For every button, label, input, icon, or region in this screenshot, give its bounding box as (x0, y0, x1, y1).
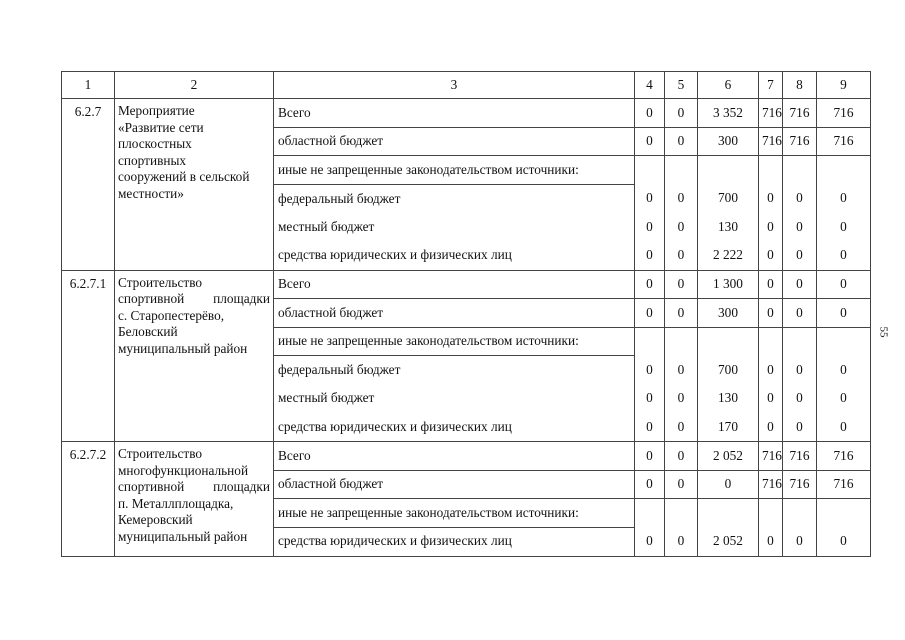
value-col-8: 0 (783, 213, 817, 242)
value-col-7: 0 (759, 413, 783, 442)
item-name-line: Кемеровский (118, 512, 193, 528)
value-col-7 (759, 156, 783, 185)
source-label: федеральный бюджет (274, 356, 635, 385)
source-label: Всего (274, 99, 635, 128)
item-name-line: местности» (118, 185, 184, 201)
item-name (115, 270, 274, 442)
header-cell-5: 5 (665, 72, 698, 99)
value-col-9: 716 (817, 442, 871, 471)
value-col-6: 130 (698, 384, 759, 413)
value-col-8: 0 (783, 184, 817, 213)
value-col-6: 700 (698, 184, 759, 213)
page-number: 55 (877, 326, 890, 338)
value-col-4: 0 (635, 470, 665, 499)
item-name-line: Мероприятие (118, 103, 195, 118)
source-label: областной бюджет (274, 470, 635, 499)
value-col-4: 0 (635, 413, 665, 442)
value-col-5: 0 (665, 99, 698, 128)
header-cell-6: 6 (698, 72, 759, 99)
item-name (115, 99, 274, 271)
source-label: областной бюджет (274, 299, 635, 328)
value-col-8 (783, 499, 817, 528)
value-col-4: 0 (635, 99, 665, 128)
value-col-9: 0 (817, 356, 871, 385)
source-label: средства юридических и физических лиц (274, 241, 635, 270)
value-col-5: 0 (665, 299, 698, 328)
source-label: иные не запрещенные законодательством источники: (274, 156, 635, 185)
value-col-6 (698, 156, 759, 185)
header-cell-1: 1 (62, 72, 115, 99)
item-name-line: муниципальный район (118, 528, 248, 544)
value-col-9: 0 (817, 184, 871, 213)
value-col-8: 0 (783, 270, 817, 299)
item-name-line: Беловский (118, 324, 178, 340)
source-label: иные не запрещенные законодательством источники: (274, 499, 635, 528)
value-col-4: 0 (635, 384, 665, 413)
item-name-line: п. Металлплощадка, (118, 495, 234, 511)
item-name-line: муниципальный район (118, 340, 248, 356)
header-cell-8: 8 (783, 72, 817, 99)
item-name-line: плоскостных (118, 136, 192, 151)
value-col-6: 2 052 (698, 442, 759, 471)
item-name-line: с. Старопестерёво, (118, 307, 225, 323)
value-col-4 (635, 156, 665, 185)
item-number: 6.2.7 (62, 99, 115, 271)
source-label: иные не запрещенные законодательством источники: (274, 327, 635, 356)
value-col-6: 300 (698, 299, 759, 328)
value-col-9 (817, 327, 871, 356)
value-col-8: 716 (783, 99, 817, 128)
value-col-9 (817, 499, 871, 528)
source-label: федеральный бюджет (274, 184, 635, 213)
value-col-5: 0 (665, 184, 698, 213)
value-col-7: 0 (759, 184, 783, 213)
value-col-9: 0 (817, 527, 871, 556)
header-cell-2: 2 (115, 72, 274, 99)
value-col-7: 0 (759, 270, 783, 299)
value-col-6 (698, 499, 759, 528)
item-name-line: спортивных (118, 152, 187, 168)
value-col-5 (665, 499, 698, 528)
value-col-9: 0 (817, 213, 871, 242)
value-col-5: 0 (665, 470, 698, 499)
item-name-line: спортивной площадки (118, 291, 270, 307)
header-cell-7: 7 (759, 72, 783, 99)
value-col-5: 0 (665, 270, 698, 299)
value-col-7 (759, 327, 783, 356)
value-col-7: 0 (759, 356, 783, 385)
value-col-8 (783, 156, 817, 185)
value-col-7: 0 (759, 213, 783, 242)
item-name-line: Строительство (118, 446, 203, 462)
value-col-6: 300 (698, 127, 759, 156)
value-col-7: 0 (759, 299, 783, 328)
source-label: местный бюджет (274, 384, 635, 413)
value-col-4: 0 (635, 356, 665, 385)
item-number: 6.2.7.1 (62, 270, 115, 442)
value-col-4: 0 (635, 299, 665, 328)
value-col-7: 0 (759, 241, 783, 270)
value-col-7: 716 (759, 470, 783, 499)
value-col-7: 716 (759, 99, 783, 128)
value-col-5: 0 (665, 413, 698, 442)
value-col-5 (665, 327, 698, 356)
value-col-5: 0 (665, 442, 698, 471)
value-col-5: 0 (665, 384, 698, 413)
value-col-6: 130 (698, 213, 759, 242)
item-name (115, 442, 274, 556)
value-col-5: 0 (665, 127, 698, 156)
value-col-8: 0 (783, 527, 817, 556)
value-col-5: 0 (665, 241, 698, 270)
header-cell-9: 9 (817, 72, 871, 99)
value-col-6: 2 052 (698, 527, 759, 556)
table-row (62, 99, 871, 128)
item-name-line: Строительство (118, 274, 203, 290)
value-col-5: 0 (665, 527, 698, 556)
value-col-7: 0 (759, 384, 783, 413)
source-label: Всего (274, 270, 635, 299)
source-label: местный бюджет (274, 213, 635, 242)
item-number: 6.2.7.2 (62, 442, 115, 556)
value-col-9: 0 (817, 241, 871, 270)
header-cell-4: 4 (635, 72, 665, 99)
value-col-9: 0 (817, 384, 871, 413)
value-col-8: 716 (783, 442, 817, 471)
value-col-8: 0 (783, 241, 817, 270)
value-col-7: 716 (759, 442, 783, 471)
item-name-line: многофункциональной (118, 462, 249, 478)
header-cell-3: 3 (274, 72, 635, 99)
value-col-7 (759, 499, 783, 528)
value-col-8: 716 (783, 127, 817, 156)
value-col-4 (635, 327, 665, 356)
value-col-6: 2 222 (698, 241, 759, 270)
source-label: средства юридических и физических лиц (274, 527, 635, 556)
value-col-9: 716 (817, 127, 871, 156)
value-col-9: 0 (817, 299, 871, 328)
value-col-9: 0 (817, 413, 871, 442)
value-col-9: 716 (817, 470, 871, 499)
value-col-6: 3 352 (698, 99, 759, 128)
item-name-line: «Развитие сети (118, 119, 204, 135)
value-col-8: 0 (783, 356, 817, 385)
header-row (62, 72, 871, 99)
item-name-line: сооружений в сельской (118, 169, 250, 184)
source-label: Всего (274, 442, 635, 471)
value-col-4: 0 (635, 213, 665, 242)
value-col-4: 0 (635, 127, 665, 156)
value-col-6: 170 (698, 413, 759, 442)
value-col-8: 716 (783, 470, 817, 499)
value-col-5: 0 (665, 213, 698, 242)
value-col-8 (783, 327, 817, 356)
value-col-8: 0 (783, 299, 817, 328)
value-col-4 (635, 499, 665, 528)
value-col-4: 0 (635, 241, 665, 270)
value-col-9 (817, 156, 871, 185)
value-col-8: 0 (783, 384, 817, 413)
value-col-4: 0 (635, 270, 665, 299)
table-row (62, 270, 871, 299)
source-label: областной бюджет (274, 127, 635, 156)
item-name-line: спортивной площадки (118, 479, 270, 495)
value-col-9: 0 (817, 270, 871, 299)
value-col-8: 0 (783, 413, 817, 442)
value-col-7: 716 (759, 127, 783, 156)
value-col-6 (698, 327, 759, 356)
value-col-4: 0 (635, 442, 665, 471)
value-col-4: 0 (635, 184, 665, 213)
value-col-5: 0 (665, 356, 698, 385)
value-col-6: 1 300 (698, 270, 759, 299)
source-label: средства юридических и физических лиц (274, 413, 635, 442)
value-col-7: 0 (759, 527, 783, 556)
financing-table (61, 71, 871, 557)
value-col-6: 0 (698, 470, 759, 499)
value-col-6: 700 (698, 356, 759, 385)
value-col-9: 716 (817, 99, 871, 128)
value-col-4: 0 (635, 527, 665, 556)
table-row (62, 442, 871, 471)
value-col-5 (665, 156, 698, 185)
